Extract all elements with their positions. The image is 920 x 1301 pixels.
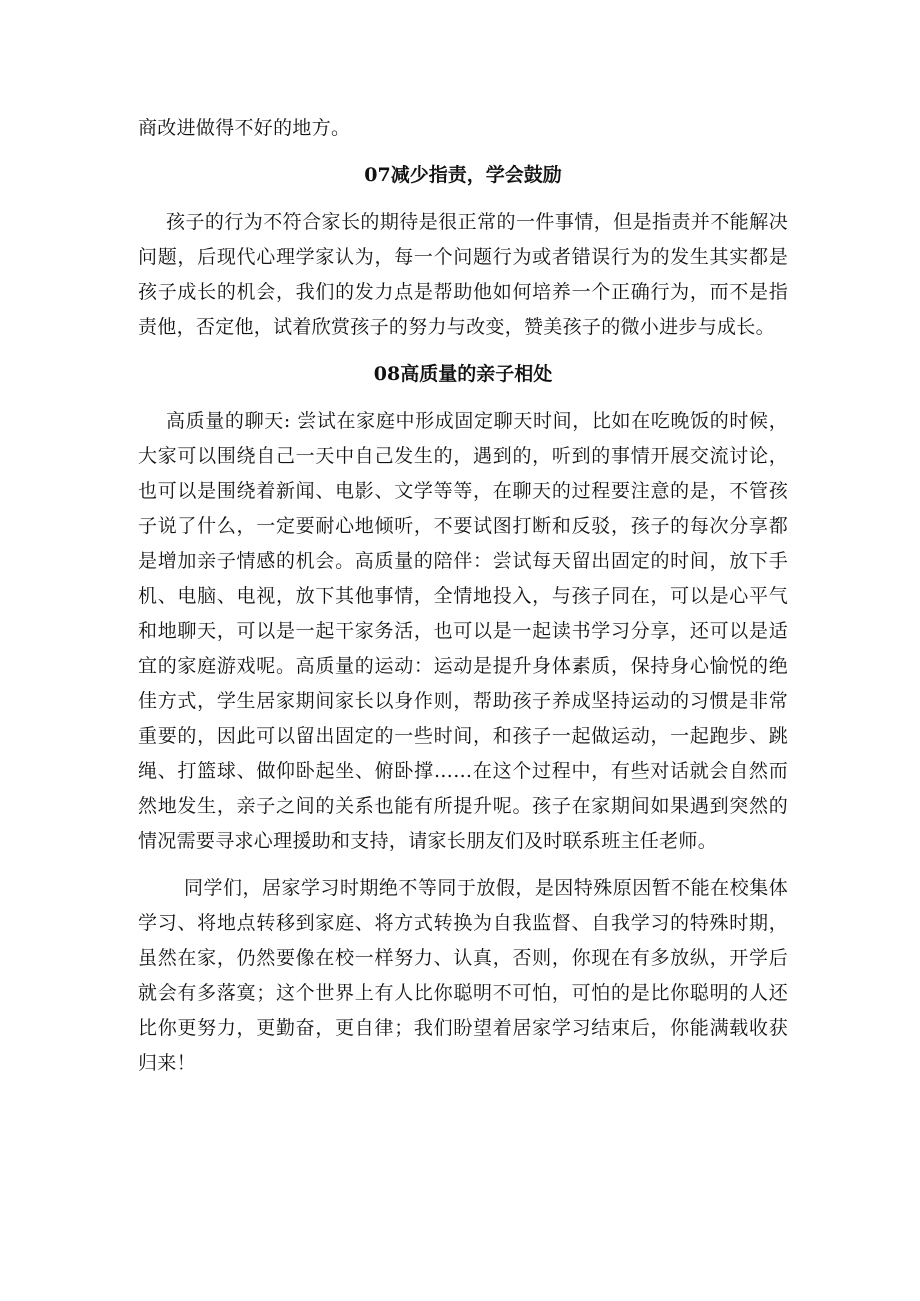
document-body [138,111,788,1081]
section-heading-08: 08高质量的亲子相处 [373,363,553,385]
section-paragraph-07: 孩子的行为不符合家长的期待是很正常的一件事情，但是指责并不能解决问题，后现代心理学家认为，每一个问题行为或者错误行为的发生其实都是孩子成长的机会，我们的发力点是帮助他如何培养一个正确行为，而不是指责他，否定他，试着欣赏孩子的努力与改变，赞美孩子的微小进步与成长。 [138,211,788,338]
section-paragraph-08: 高质量的聊天: 尝试在家庭中形成固定聊天时间，比如在吃晚饭的时候，大家可以围绕自己一天中自己发生的，遇到的，听到的事情开展交流讨论，也可以是围绕着新闻、电影、文学等等，在聊天的过程要注意的是，不管孩子说了什么，一定要耐心地倾听，不要试图打断和反驳，孩子的每次分享都是增加亲子情感的机会。高质量的陪伴：尝试每天留出固定的时间，放下手机、电脑、电视，放下其他事情，全情地投入，与孩子同在，可以是心平气和地聊天，可以是一起干家务活，也可以是一起读书学习分享，还可以是适宜的家庭游戏呢。高质量的运动：运动是提升身体素质，保持身心愉悦的绝佳方式，学生居家期间家长以身作则，帮助孩子养成坚持运动的习惯是非常重要的，因此可以留出固定的一些时间，和孩子一起做运动，一起跑步、跳绳、打篮球、做仰卧起坐、俯卧撑……在这个过程中，有些对话就会自然而然地发生，亲子之间的关系也能有所提升呢。孩子在家期间如果遇到突然的情况需要寻求心理援助和支持，请家长朋友们及时联系班主任老师。 [138,410,788,852]
closing-paragraph: 同学们，居家学习时期绝不等同于放假，是因特殊原因暂不能在校集体学习、将地点转移到家庭、将方式转换为自我监督、自我学习的特殊时期，虽然在家，仍然要像在校一样努力、认真，否则，你现在有多放纵，开学后就会有多落寞；这个世界上有人比你聪明不可怕，可怕的是比你聪明的人还比你更努力，更勤奋，更自律；我们盼望着居家学习结束后，你能满载收获归来！ [138,877,788,1074]
continuation-text: 商改进做得不好的地方。 [138,117,351,139]
section-heading-07: 07减少指责，学会鼓励 [364,164,562,186]
